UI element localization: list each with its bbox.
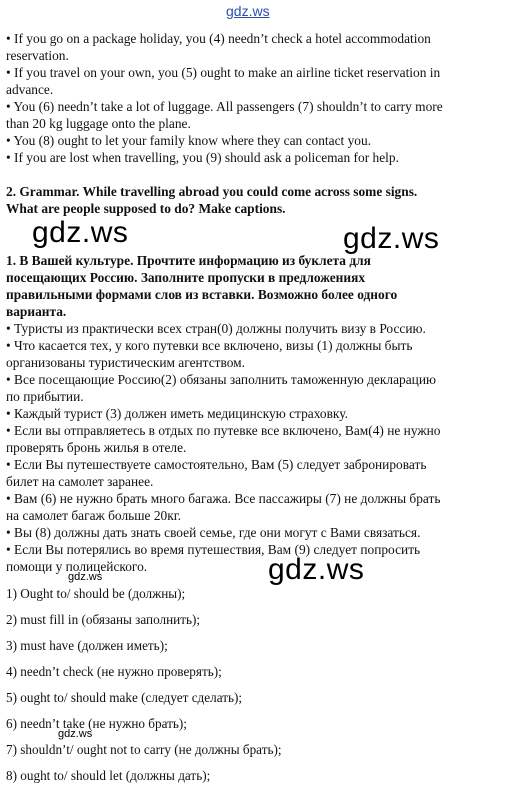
text-line: по прибытии.: [6, 389, 84, 404]
text-line: на самолет багаж больше 20кг.: [6, 508, 182, 523]
text-line: • If you are lost when travelling, you (9) should ask a policeman for help.: [6, 150, 399, 165]
text-line: • You (8) ought to let your family know where they can contact you.: [6, 133, 372, 148]
text-line: • You (6) needn’t take a lot of luggage. All passengers (7) shouldn’t to carry more: [6, 99, 443, 114]
text-line: • Все посещающие Россию(2) обязаны заполнить таможенную декларацию: [6, 372, 436, 387]
text-line: • Что касается тех, у кого путевки все включено, визы (1) должны быть: [6, 338, 413, 353]
watermark-large: gdz.ws: [32, 216, 129, 249]
answer-line: 8) ought to/ should let (должны дать);: [6, 768, 211, 783]
text-line: • Если вы отправляетесь в отдых по путевке все включено, Вам(4) не нужно: [6, 423, 441, 438]
task-heading: правильными формами слов из вставки. Возможно более одного: [6, 287, 398, 302]
task-heading: варианта.: [6, 304, 67, 319]
text-line: проверять бронь жилья в отеле.: [6, 440, 187, 455]
answer-line: 3) must have (должен иметь);: [6, 638, 168, 653]
text-line: помощи у полицейского.: [6, 559, 148, 574]
task-heading: посещающих Россию. Заполните пропуски в предложениях: [6, 270, 366, 285]
watermark-large: gdz.ws: [268, 553, 365, 586]
task-heading: 1. В Вашей культуре. Прочтите информацию из буклета для: [6, 253, 371, 268]
answer-line: 5) ought to/ should make (следует сделать);: [6, 690, 243, 705]
text-line: advance.: [6, 82, 54, 97]
text-line: • Каждый турист (3) должен иметь медицинскую страховку.: [6, 406, 348, 421]
text-line: • If you travel on your own, you (5) ought to make an airline ticket reservation in: [6, 65, 441, 80]
text-line: reservation.: [6, 48, 69, 63]
text-line: организованы туристическим агентством.: [6, 355, 245, 370]
answer-line: 7) shouldn’t/ ought not to carry (не должны брать);: [6, 742, 282, 757]
answer-line: 4) needn’t check (не нужно проверять);: [6, 664, 222, 679]
text-line: than 20 kg luggage onto the plane.: [6, 116, 191, 131]
text-line: билет на самолет заранее.: [6, 474, 154, 489]
answer-line: 2) must fill in (обязаны заполнить);: [6, 612, 201, 627]
text-line: • Вам (6) не нужно брать много багажа. Все пассажиры (7) не должны брать: [6, 491, 441, 506]
answer-line: 6) needn’t take (не нужно брать);: [6, 716, 187, 731]
text-line: • Если Вы потерялись во время путешествия, Вам (9) следует попросить: [6, 542, 421, 557]
section-heading: What are people supposed to do? Make captions.: [6, 201, 286, 216]
answer-line: 1) Ought to/ should be (должны);: [6, 586, 186, 601]
text-line: • Вы (8) должны дать знать своей семье, где они могут с Вами связаться.: [6, 525, 421, 540]
watermark-top[interactable]: gdz.ws: [226, 3, 270, 19]
watermark-large: gdz.ws: [343, 222, 440, 255]
text-line: • Туристы из практически всех стран(0) должны получить визу в Россию.: [6, 321, 426, 336]
section-heading: 2. Grammar. While travelling abroad you could come across some signs.: [6, 184, 418, 199]
text-line: • Если Вы путешествуете самостоятельно, Вам (5) следует забронировать: [6, 457, 427, 472]
text-line: • If you go on a package holiday, you (4) needn’t check a hotel accommodation: [6, 31, 431, 46]
watermark-small: gdz.ws: [68, 571, 103, 583]
watermark-small: gdz.ws: [58, 728, 93, 740]
